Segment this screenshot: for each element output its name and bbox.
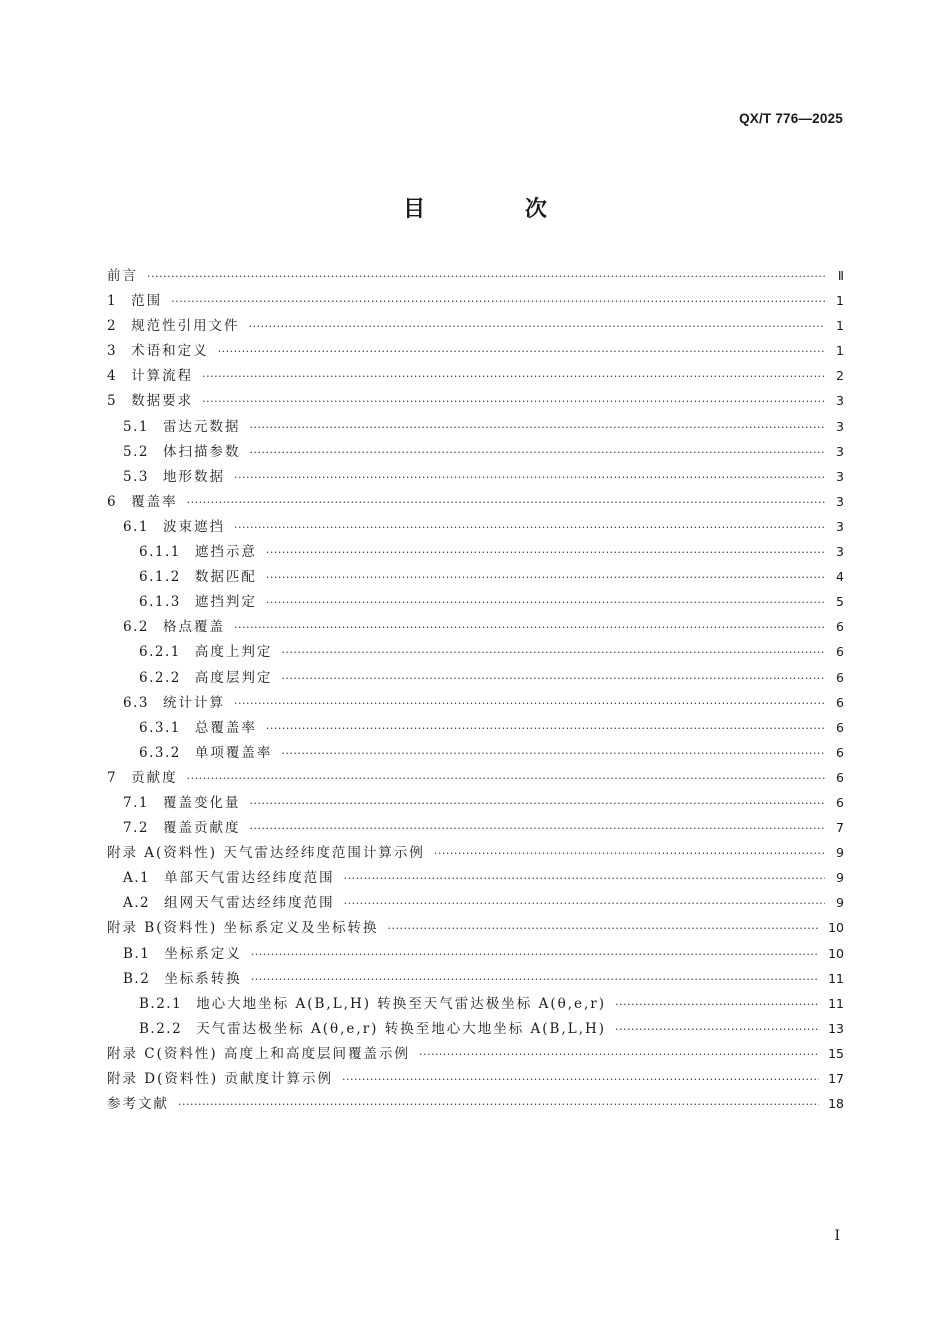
toc-entry[interactable] <box>107 539 844 564</box>
toc-entry-page: 3 <box>836 468 844 484</box>
toc-entry-title: 坐标系定义 <box>164 945 242 962</box>
toc-leader-dots <box>202 364 825 389</box>
toc-leader-dots <box>202 389 825 414</box>
toc-leader-dots <box>251 967 819 992</box>
toc-entry-number: 6.3 <box>123 694 149 711</box>
toc-entry-number: 5.3 <box>123 468 149 485</box>
toc-entry-title: 前言 <box>107 268 138 284</box>
toc-leader-dots <box>178 1092 819 1117</box>
toc-entry-page: 15 <box>828 1045 844 1061</box>
toc-entry[interactable] <box>107 966 844 991</box>
toc-leader-dots <box>419 1042 819 1067</box>
toc-entry[interactable] <box>107 639 844 664</box>
toc-entry[interactable] <box>107 1016 844 1041</box>
toc-entry-page: 6 <box>836 694 844 710</box>
toc-entry-title: 数据要求 <box>131 393 194 410</box>
toc-entry[interactable] <box>107 1066 844 1091</box>
toc-entry[interactable] <box>107 589 844 614</box>
toc-entry-number: 6 <box>107 493 118 510</box>
toc-entry-title: 波束遮挡 <box>162 518 225 535</box>
toc-entry-number: A.2 <box>123 895 151 912</box>
toc-entry[interactable] <box>107 840 844 865</box>
toc-leader-dots <box>187 766 825 791</box>
toc-entry-title: 高度层判定 <box>194 669 273 686</box>
toc-entry-title: 总覆盖率 <box>194 719 257 736</box>
toc-leader-dots <box>234 691 825 716</box>
toc-entry-page: 6 <box>836 719 844 735</box>
toc-leader-dots <box>388 916 820 941</box>
toc-entry-page: 11 <box>828 995 844 1011</box>
page-title: 目 次 <box>403 197 593 222</box>
toc-entry[interactable] <box>107 941 844 966</box>
toc-entry-number: 7.2 <box>123 820 149 837</box>
toc-leader-dots <box>234 615 825 640</box>
toc-entry-number: 6.1.2 <box>139 569 181 586</box>
toc-entry-page: 9 <box>836 845 844 861</box>
toc-leader-dots <box>249 440 825 465</box>
toc-entry-page: 9 <box>836 895 844 911</box>
toc-entry-number: 3 <box>107 343 118 360</box>
toc-entry-page: 1 <box>836 343 844 359</box>
toc-entry-page: 4 <box>836 569 844 585</box>
toc-leader-dots <box>281 640 825 665</box>
toc-entry-number: B.2.1 <box>139 995 183 1012</box>
toc-entry[interactable] <box>107 740 844 765</box>
toc-entry[interactable] <box>107 715 844 740</box>
toc-entry-title: 单部天气雷达经纬度范围 <box>164 870 335 887</box>
toc-entry-number: 6.3.1 <box>139 719 181 736</box>
toc-leader-dots <box>251 942 819 967</box>
toc-entry[interactable] <box>107 991 844 1016</box>
toc-entry-number: B.2 <box>123 970 151 987</box>
toc-entry-number: 4 <box>107 368 118 385</box>
toc-leader-dots <box>344 891 825 916</box>
toc-entry-number: B.2.2 <box>139 1020 183 1037</box>
toc-entry-page: 6 <box>836 669 844 685</box>
toc-entry[interactable] <box>107 464 844 489</box>
toc-leader-dots <box>187 490 825 515</box>
toc-entry-number: 5.2 <box>123 443 149 460</box>
toc-entry[interactable] <box>107 338 844 363</box>
toc-leader-dots <box>249 791 825 816</box>
toc-entry-title: 遮挡判定 <box>194 594 257 611</box>
toc-entry-title: 覆盖变化量 <box>162 794 241 811</box>
toc-entry-title: 组网天气雷达经纬度范围 <box>164 895 335 912</box>
toc-entry-page: 17 <box>828 1071 844 1086</box>
toc-leader-dots <box>281 666 825 691</box>
toc-entry-title: 地心大地坐标 A(B,L,H) 转换至天气雷达极坐标 A(θ,e,r) <box>196 995 607 1012</box>
toc-entry-title: 坐标系转换 <box>164 970 242 987</box>
toc-leader-dots <box>147 264 825 289</box>
toc-entry[interactable] <box>107 865 844 890</box>
toc-entry-title: 天气雷达极坐标 A(θ,e,r) 转换至地心大地坐标 A(B,L,H) <box>196 1020 607 1037</box>
toc-entry-number: B.1 <box>123 945 151 962</box>
toc-entry-title: 高度上判定 <box>194 644 273 661</box>
toc-entry-number: 6.2.1 <box>139 644 181 661</box>
toc-entry[interactable] <box>107 1091 844 1116</box>
document-code: QX/T 776—2025 <box>739 111 843 126</box>
toc-leader-dots <box>218 339 825 364</box>
toc-entry-title: 覆盖贡献度 <box>162 820 241 837</box>
toc-entry-page: 1 <box>836 318 844 334</box>
toc-entry-title: 雷达元数据 <box>162 418 241 435</box>
toc-entry[interactable] <box>107 439 844 464</box>
toc-entry-title: 计算流程 <box>131 368 194 385</box>
toc-leader-dots <box>615 992 819 1017</box>
toc-entry-title: 数据匹配 <box>194 569 257 586</box>
toc-entry[interactable] <box>107 388 844 413</box>
toc-entry-page: 2 <box>836 368 844 384</box>
toc-entry-title: 附录 C(资料性) 高度上和高度层间覆盖示例 <box>107 1045 410 1062</box>
toc-entry-title: 附录 B(资料性) 坐标系定义及坐标转换 <box>107 920 379 937</box>
toc-entry-page: 10 <box>828 920 844 936</box>
toc-entry-page: 3 <box>836 443 844 459</box>
toc-entry[interactable] <box>107 790 844 815</box>
toc-entry[interactable] <box>107 815 844 840</box>
toc-entry-title: 规范性引用文件 <box>131 318 240 335</box>
toc-entry[interactable] <box>107 665 844 690</box>
toc-entry[interactable] <box>107 414 844 439</box>
toc-entry-page: 6 <box>836 744 844 760</box>
toc-entry[interactable] <box>107 363 844 388</box>
toc-entry[interactable] <box>107 1041 844 1066</box>
toc-entry[interactable] <box>107 564 844 589</box>
toc-entry-page: 6 <box>836 794 844 810</box>
toc-entry-page: 3 <box>836 518 844 534</box>
toc-entry-title: 附录 D(资料性) 贡献度计算示例 <box>107 1071 333 1087</box>
toc-entry-title: 地形数据 <box>162 468 225 485</box>
toc-leader-dots <box>249 415 825 440</box>
toc-entry-number: 6.3.2 <box>139 744 181 761</box>
toc-leader-dots <box>434 841 825 866</box>
toc-entry-title: 统计计算 <box>162 694 225 711</box>
toc-entry-title: 附录 A(资料性) 天气雷达经纬度范围计算示例 <box>107 845 425 862</box>
toc-leader-dots <box>171 289 825 314</box>
toc-entry-page: 5 <box>836 594 844 610</box>
toc-entry-title: 遮挡示意 <box>194 544 257 561</box>
toc-entry-number: 6.2.2 <box>139 669 181 686</box>
toc-entry-page: 7 <box>836 820 844 836</box>
toc-leader-dots <box>266 716 825 741</box>
toc-leader-dots <box>234 465 825 490</box>
toc-entry-page: Ⅱ <box>837 268 844 283</box>
toc-entry-number: 1 <box>107 293 118 310</box>
toc-leader-dots <box>249 816 825 841</box>
toc-entry[interactable] <box>107 313 844 338</box>
toc-entry-title: 单项覆盖率 <box>194 744 273 761</box>
toc-entry[interactable] <box>107 263 844 288</box>
toc-entry[interactable] <box>107 614 844 639</box>
toc-entry-title: 范围 <box>131 293 163 310</box>
toc-entry-page: 3 <box>836 393 844 409</box>
toc-entry-title: 贡献度 <box>131 769 178 786</box>
toc-entry-number: 7.1 <box>123 794 149 811</box>
toc-entry-page: 3 <box>836 493 844 509</box>
toc-leader-dots <box>249 314 825 339</box>
toc-entry-page: 6 <box>836 769 844 785</box>
toc-entry-page: 6 <box>836 644 844 660</box>
toc-entry[interactable] <box>107 765 844 790</box>
toc-entry-number: 5 <box>107 393 118 410</box>
toc-entry-title: 覆盖率 <box>131 493 178 510</box>
toc-entry[interactable] <box>107 890 844 915</box>
toc-entry-title: 术语和定义 <box>131 343 209 360</box>
toc-entry-page: 3 <box>836 544 844 560</box>
toc-entry-title: 格点覆盖 <box>162 619 225 636</box>
toc-entry[interactable] <box>107 489 844 514</box>
toc-entry[interactable] <box>107 288 844 313</box>
page-number: I <box>834 1228 840 1244</box>
toc-leader-dots <box>266 565 825 590</box>
toc-entry-number: A.1 <box>123 870 151 887</box>
toc-leader-dots <box>344 866 825 891</box>
toc-entry[interactable] <box>107 690 844 715</box>
toc-entry-page: 1 <box>836 293 844 309</box>
toc-leader-dots <box>342 1067 819 1092</box>
toc-entry-number: 6.2 <box>123 619 149 636</box>
toc-entry-number: 5.1 <box>123 418 149 435</box>
toc-entry-page: 18 <box>828 1096 844 1112</box>
toc-leader-dots <box>266 590 825 615</box>
table-of-contents <box>107 263 844 1116</box>
toc-entry-page: 10 <box>828 945 844 961</box>
toc-entry-number: 2 <box>107 318 118 335</box>
toc-entry-page: 13 <box>828 1020 844 1036</box>
toc-leader-dots <box>615 1017 819 1042</box>
toc-leader-dots <box>281 741 825 766</box>
toc-entry-page: 6 <box>836 619 844 635</box>
toc-entry-page: 11 <box>828 970 844 986</box>
toc-entry[interactable] <box>107 915 844 940</box>
toc-entry-page: 3 <box>836 418 844 434</box>
toc-entry-title: 参考文献 <box>107 1096 169 1113</box>
toc-entry-page: 9 <box>836 870 844 886</box>
toc-entry-number: 6.1.1 <box>139 544 181 561</box>
toc-entry-number: 6.1.3 <box>139 594 181 611</box>
toc-entry-title: 体扫描参数 <box>162 443 241 460</box>
toc-leader-dots <box>234 515 825 540</box>
toc-entry-number: 7 <box>107 769 118 786</box>
toc-entry-number: 6.1 <box>123 518 149 535</box>
toc-leader-dots <box>266 540 825 565</box>
toc-entry[interactable] <box>107 514 844 539</box>
